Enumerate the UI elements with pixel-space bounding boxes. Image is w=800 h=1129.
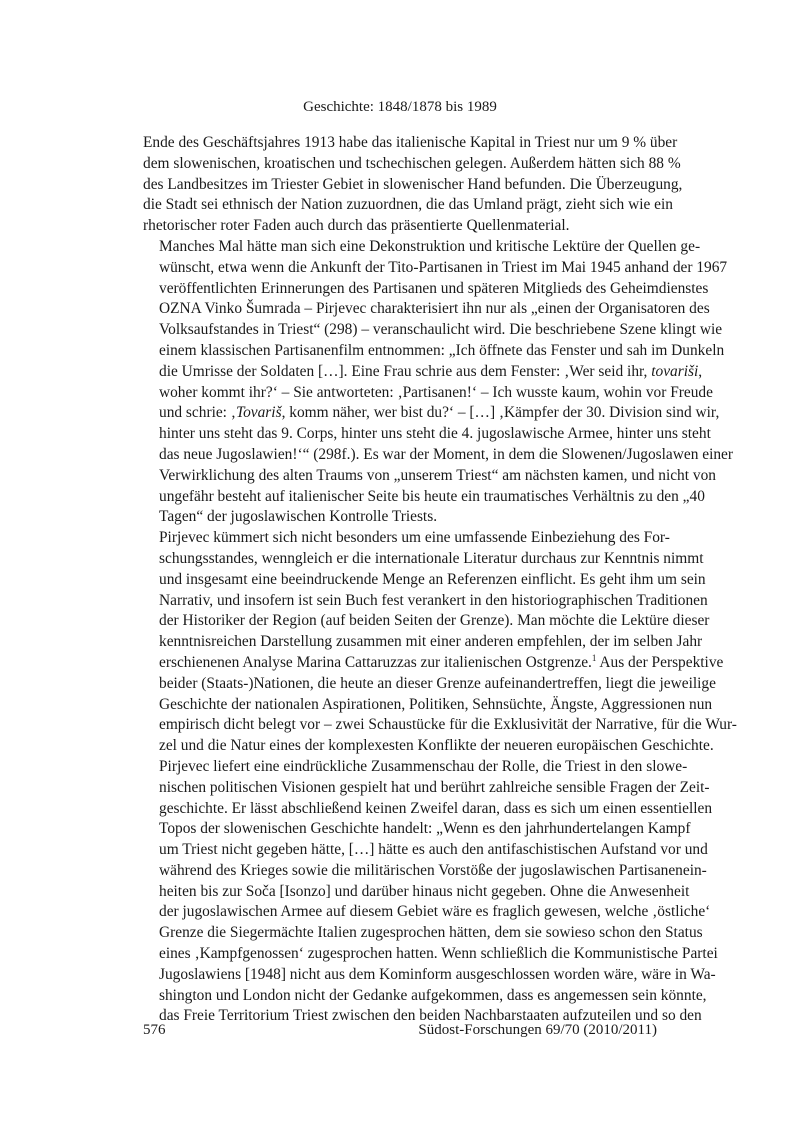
text-line: und insgesamt eine beeindruckende Menge an Referenzen einflicht. Es geht ihm um sein [159, 570, 706, 588]
text-line: Ende des Geschäftsjahres 1913 habe das italienische Kapital in Triest nur um 9 % über [143, 134, 678, 151]
text-line: Verwirklichung des alten Traums von „unserem Triest“ am nächsten kamen, und nicht von [159, 466, 716, 484]
text-line: kenntnisreichen Darstellung zusammen mit einer anderen empfehlen, der im selben Jahr [159, 633, 703, 651]
text-line: erschienenen Analyse Marina Cattaruzzas zur italienischen Ostgrenze.$^1$ Aus der Perspektive [159, 652, 724, 671]
text-line: wünscht, etwa wenn die Ankunft der Tito-Partisanen in Triest im Mai 1945 anhand der 1967 [159, 258, 728, 276]
page-number: 576 [143, 1022, 166, 1038]
text-line: shington und London nicht der Gedanke aufgekommen, dass es angemessen sein könnte, [159, 986, 707, 1004]
text-line: das neue Jugoslawien!‘“ (298f.). Es war der Moment, in dem die Slowenen/Jugoslawen einer [159, 445, 733, 463]
text-line: ungefähr besteht auf italienischer Seite bis heute ein traumatisches Verhältnis zu den „40 [159, 487, 705, 505]
text-line: geschichte. Er lässt abschließend keinen Zweifel daran, dass es sich um einen essentiellen [159, 799, 713, 817]
text-line: die Stadt sei ethnisch der Nation zuzuordnen, die das Umland prägt, zieht sich wie ein [143, 196, 673, 214]
journal-citation: Südost-Forschungen 69/70 (2010/2011) [418, 1022, 657, 1038]
paragraph [143, 237, 733, 528]
text-line: Tagen“ der jugoslawischen Kontrolle Triests. [159, 508, 438, 526]
text-line: rhetorischer roter Faden auch durch das präsentierte Quellenmaterial. [143, 217, 570, 235]
text-line: heiten bis zur Soča [Isonzo] und darüber hinaus nicht gegeben. Ohne die Anwesenheit [159, 882, 690, 900]
text-line: Jugoslawiens [1948] nicht aus dem Kominform ausgeschlossen worden wäre, wäre in Wa- [159, 965, 716, 983]
text-line: schungsstandes, wenngleich er die internationale Literatur durchaus zur Kenntnis nimmt [159, 549, 704, 567]
text-line: Manches Mal hätte man sich eine Dekonstruktion und kritische Lektüre der Quellen ge- [159, 237, 701, 255]
text-line: während des Krieges sowie die militärischen Vorstöße der jugoslawischen Partisanenein- [159, 861, 707, 879]
text-line: Geschichte der nationalen Aspirationen, Politiken, Sehnsüchte, Ängste, Aggressionen nun [159, 695, 713, 713]
text-line: der jugoslawischen Armee auf diesem Gebiet wäre es fraglich gewesen, welche ‚östliche‘ [159, 903, 711, 921]
text-line: beider (Staats-)Nationen, die heute an dieser Grenze aufeinandertreffen, liegt die jeweilige [159, 674, 716, 692]
text-line: Topos der slowenischen Geschichte handelt: „Wenn es den jahrhundertelangen Kampf [159, 820, 691, 838]
text-line: der Historiker der Region (auf beiden Seiten der Grenze). Man möchte die Lektüre dieser [159, 612, 710, 630]
text-line: hinter uns steht das 9. Corps, hinter uns steht die 4. jugoslawische Armee, hinter uns steht [159, 425, 711, 443]
text-line: dem slowenischen, kroatischen und tschechischen gelegen. Außerdem hätten sich 88 % [143, 154, 681, 172]
text-line: Volksaufstandes in Triest“ (298) – veranschaulicht wird. Die beschriebene Szene klingt wie [159, 321, 723, 339]
text-line: Narrativ, und insofern ist sein Buch fest verankert in den historiographischen Traditionen [159, 591, 708, 609]
running-head: Geschichte: 1848/1878 bis 1989 [303, 99, 497, 115]
text-line: des Landbesitzes im Triester Gebiet in slowenischer Hand befunden. Die Überzeugung, [143, 175, 683, 193]
text-line: und schrie: ‚Tovariš, komm näher, wer bist du?‘ – […] ‚Kämpfer der 30. Division sind wir, [159, 404, 720, 422]
text-line: Pirjevec liefert eine eindrückliche Zusammenschau der Rolle, die Triest in den slowe- [159, 757, 688, 775]
text-line: die Umrisse der Soldaten […]. Eine Frau schrie aus dem Fenster: ‚Wer seid ihr, tovariši, [159, 362, 703, 380]
text-line: OZNA Vinko Šumrada – Pirjevec charakterisiert ihn nur als „einen der Organisatoren des [159, 300, 710, 318]
paragraph [143, 757, 718, 1027]
text-line: empirisch dicht belegt vor – zwei Schaustücke für die Exklusivität der Narrative, für die Wur- [159, 716, 737, 734]
text-line: veröffentlichten Erinnerungen des Partisanen und späteren Mitglieds des Geheimdienstes [159, 279, 709, 297]
text-line: nischen politischen Visionen gespielt hat und berührt zahlreiche sensible Fragen der Zeit- [159, 778, 710, 796]
text-line: um Triest nicht gegeben hätte, […] hätte es auch den antifaschistischen Aufstand vor und [159, 841, 708, 859]
text-line: zel und die Natur eines der komplexesten Konflikte der neueren europäischen Geschichte. [159, 737, 714, 755]
text-line: Pirjevec kümmert sich nicht besonders um eine umfassende Einbeziehung des For- [159, 529, 670, 547]
text-line: Grenze die Siegermächte Italien zugesprochen hätten, dem sie sowieso schon den Status [159, 924, 703, 942]
text-line: das Freie Territorium Triest zwischen den beiden Nachbarstaaten aufzuteilen und so den [159, 1007, 702, 1025]
body-text [143, 133, 737, 1027]
paragraph [143, 133, 683, 237]
paragraph [143, 528, 737, 757]
text-line: woher kommt ihr?‘ – Sie antworteten: ‚Partisanen!‘ – Ich wusste kaum, wohin vor Freude [159, 383, 713, 401]
text-line: einem klassischen Partisanenfilm entnommen: „Ich öffnete das Fenster und sah im Dunkeln [159, 341, 725, 359]
text-line: eines ‚Kampfgenossen‘ zugesprochen hatten. Wenn schließlich die Kommunistische Partei [159, 945, 718, 963]
footnote-marker: 1 [591, 652, 597, 663]
